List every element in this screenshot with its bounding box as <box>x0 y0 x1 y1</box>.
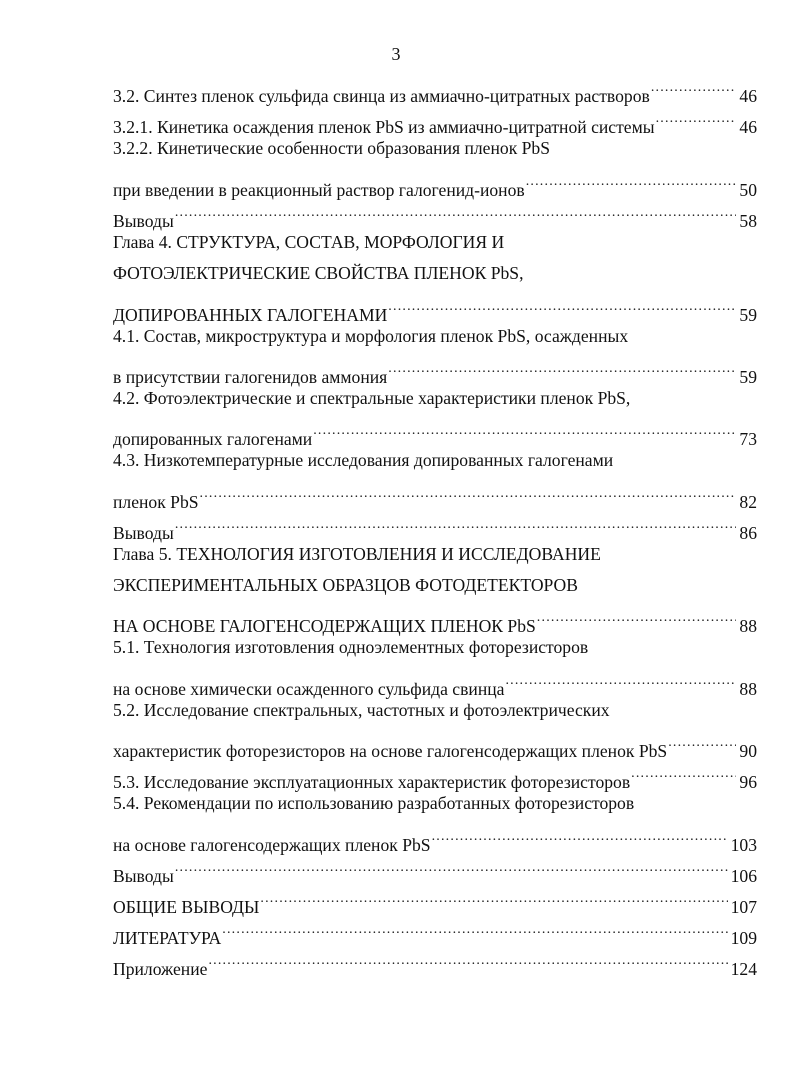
toc-entry-page: 50 <box>739 179 757 200</box>
toc-entry <box>113 788 757 819</box>
toc-entry <box>113 539 757 570</box>
toc-entry-title: 3.2.2. Кинетические особенности образования пленок PbS <box>113 138 551 159</box>
toc-entry-title: ДОПИРОВАННЫХ ГАЛОГЕНАМИ <box>113 304 388 325</box>
dot-leader <box>432 820 728 851</box>
toc-entry <box>113 289 757 325</box>
toc-entry-title: 5.2. Исследование спектральных, частотных и фотоэлектрических <box>113 699 610 720</box>
toc-entry-page: 96 <box>739 772 757 793</box>
toc-entry <box>113 383 757 414</box>
toc-entry-title: ЛИТЕРАТУРА <box>113 928 222 949</box>
toc-entry <box>113 851 757 886</box>
toc-entry-page: 59 <box>739 304 757 325</box>
toc-entry <box>113 227 757 258</box>
toc-entry-title: Выводы <box>113 522 174 543</box>
toc-entry <box>113 695 757 726</box>
toc-entry <box>113 165 757 200</box>
toc-entry <box>113 133 757 164</box>
toc-entry <box>113 352 757 387</box>
toc-entry <box>113 664 757 699</box>
toc-entry-page: 107 <box>730 897 757 918</box>
toc-entry-title: ФОТОЭЛЕКТРИЧЕСКИЕ СВОЙСТВА ПЛЕНОК PbS, <box>113 263 524 284</box>
toc-entry <box>113 601 757 637</box>
dot-leader <box>200 476 737 507</box>
dot-leader <box>208 944 727 975</box>
toc-entry-title: на основе галогенсодержащих пленок PbS <box>113 834 431 855</box>
toc-entry-title: 4.1. Состав, микроструктура и морфология пленок PbS, осажденных <box>113 325 629 346</box>
toc-entry <box>113 414 757 450</box>
toc-entry-title: НА ОСНОВЕ ГАЛОГЕНСОДЕРЖАЩИХ ПЛЕНОК PbS <box>113 616 536 637</box>
toc-entry <box>113 570 757 601</box>
toc-entry-page: 88 <box>739 678 757 699</box>
toc-entry-page: 46 <box>739 117 757 138</box>
toc-entry-page: 73 <box>739 429 757 450</box>
toc-entry-page: 124 <box>730 959 757 980</box>
toc-entry-page: 58 <box>739 210 757 231</box>
dot-leader <box>526 165 737 196</box>
toc-entry-title: в присутствии галогенидов аммония <box>113 366 388 387</box>
toc-entry-title: пленок PbS <box>113 491 199 512</box>
toc-entry <box>113 321 757 352</box>
toc-entry-title: 4.2. Фотоэлектрические и спектральные характеристики пленок PbS, <box>113 387 631 408</box>
dot-leader <box>313 414 736 445</box>
toc-entry <box>113 944 757 980</box>
toc-entry-page: 88 <box>739 616 757 637</box>
toc-entry-page: 109 <box>730 928 757 949</box>
toc-entry <box>113 632 757 663</box>
toc-entry-page: 103 <box>730 834 757 855</box>
dot-leader <box>668 726 736 757</box>
toc-entry <box>113 196 757 231</box>
toc-entry-title: при введении в реакционный раствор галогенид-ионов <box>113 179 525 200</box>
toc-entry-title: 4.3. Низкотемпературные исследования допированных галогенами <box>113 450 614 471</box>
toc-entry-title: допированных галогенами <box>113 429 313 450</box>
dot-leader <box>222 913 727 944</box>
toc-entry-title: 5.3. Исследование эксплуатационных характеристик фоторезисторов <box>113 772 631 793</box>
dot-leader <box>388 352 736 383</box>
toc-entry-title: Приложение <box>113 959 208 980</box>
toc-entry <box>113 476 757 512</box>
dot-leader <box>651 71 737 102</box>
dot-leader <box>175 508 737 539</box>
toc-entry <box>113 258 757 289</box>
toc-entry-title: 3.2.1. Кинетика осаждения пленок PbS из аммиачно-цитратной системы <box>113 117 655 138</box>
page-number: 3 <box>391 44 401 64</box>
toc-entry-title: 5.1. Технология изготовления одноэлементных фоторезисторов <box>113 637 589 658</box>
toc-entry-page: 59 <box>739 366 757 387</box>
toc-entry-title: Выводы <box>113 210 174 231</box>
toc-entry-page: 82 <box>739 491 757 512</box>
toc-entry <box>113 71 757 107</box>
toc-entry-page: 86 <box>739 522 757 543</box>
toc-entry <box>113 508 757 543</box>
dot-leader <box>537 601 737 632</box>
toc-entry <box>113 445 757 476</box>
toc-entry-title: на основе химически осажденного сульфида свинца <box>113 678 505 699</box>
toc-entry <box>113 726 757 762</box>
dot-leader <box>175 196 737 227</box>
toc-entry-title: Глава 5. ТЕХНОЛОГИЯ ИЗГОТОВЛЕНИЯ И ИССЛЕДОВАНИЕ <box>113 543 601 564</box>
toc-entry-title: 5.4. Рекомендации по использованию разработанных фоторезисторов <box>113 793 635 814</box>
toc-entry-page: 106 <box>730 865 757 886</box>
toc-entry-title: ОБЩИЕ ВЫВОДЫ <box>113 897 260 918</box>
dot-leader <box>175 851 728 882</box>
dot-leader <box>631 757 736 788</box>
toc-entry-title: 3.2. Синтез пленок сульфида свинца из аммиачно-цитратных растворов <box>113 86 650 107</box>
dot-leader <box>656 102 737 133</box>
toc-entry-title: Выводы <box>113 865 174 886</box>
dot-leader <box>505 664 736 695</box>
toc-entry-page: 90 <box>739 741 757 762</box>
toc-entry-title: характеристик фоторезисторов на основе галогенсодержащих пленок PbS <box>113 741 668 762</box>
dot-leader <box>388 289 736 320</box>
toc-entry-title: Глава 4. СТРУКТУРА, СОСТАВ, МОРФОЛОГИЯ И <box>113 231 505 252</box>
toc-entry-title: ЭКСПЕРИМЕНТАЛЬНЫХ ОБРАЗЦОВ ФОТОДЕТЕКТОРОВ <box>113 575 578 595</box>
toc-entry <box>113 882 757 918</box>
toc-entry-page: 46 <box>739 86 757 107</box>
dot-leader <box>260 882 727 913</box>
toc-entry <box>113 820 757 855</box>
table-of-contents <box>113 71 757 980</box>
